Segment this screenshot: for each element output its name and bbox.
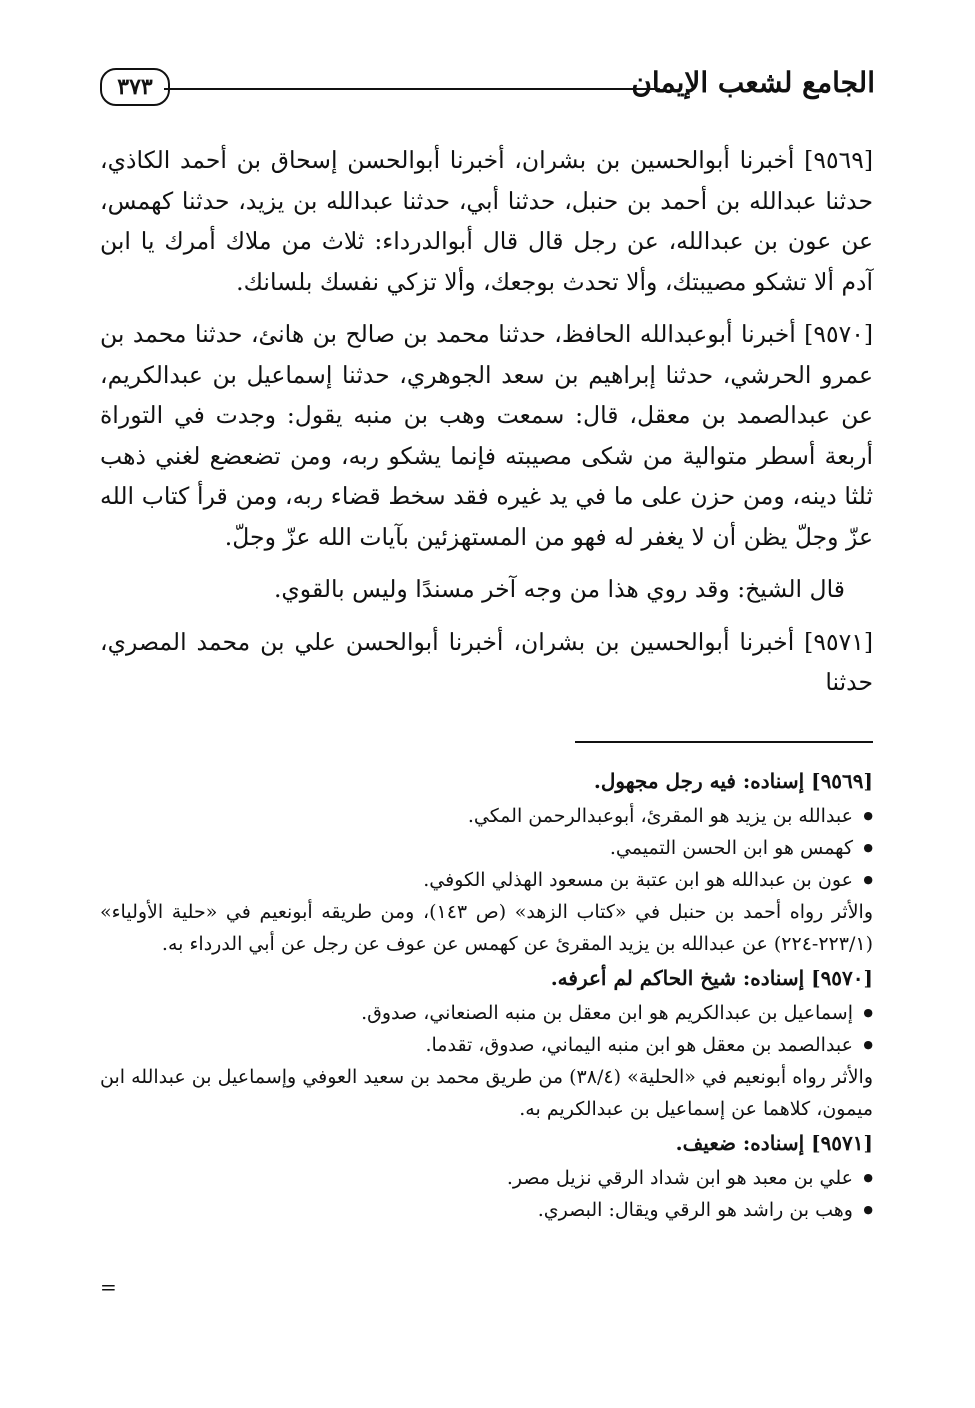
footnote-bullet: ● كهمس هو ابن الحسن التميمي. <box>100 832 873 864</box>
paragraph-9569: [٩٥٦٩] أخبرنا أبوالحسين بن بشران، أخبرنا أبوالحسن إسحاق بن أحمد الكاذي، حدثنا عبدالله بن أحمد بن حنبل، حدثنا أبي، حدثنا عبدالله بن يزيد، حدثنا كهمس، عن عون بن عبدالله، عن رجل قال قال أبوالدرداء: ثلاث من ملاك أمرك يا ابن آدم ألا تشكو مصيبتك، وألا تحدث بوجعك، وألا تزكي نفسك بلسانك. <box>100 146 873 296</box>
page-header <box>100 60 875 112</box>
footnote-separator <box>575 741 873 743</box>
footnote-bullet: ● عون بن عبدالله هو ابن عتبة بن مسعود الهذلي الكوفي. <box>100 864 873 896</box>
footnote-bullet: ● عبدالله بن يزيد هو المقرئ، أبوعبدالرحمن المكي. <box>100 800 873 832</box>
footnote-text-9570: والأثر رواه أبونعيم في «الحلية» (٣٨/٤) من طريق محمد بن سعيد العوفي وإسماعيل بن عبدالله ابن ميمون، كلاهما عن إسماعيل بن عبدالكريم به. <box>100 1066 873 1120</box>
footnote-bullet: ● وهب بن راشد هو الرقي ويقال: البصري. <box>100 1194 873 1226</box>
footnote-bullet: ● إسماعيل بن عبدالكريم هو ابن معقل بن منبه الصنعاني، صدوق. <box>100 997 873 1029</box>
paragraph-9571: [٩٥٧١] أخبرنا أبوالحسين بن بشران، أخبرنا أبوالحسن علي بن محمد المصري، حدثنا <box>100 627 873 696</box>
main-text <box>100 140 873 715</box>
footnote-head-9571: [٩٥٧١] إسناده: ضعيف. <box>675 1131 873 1155</box>
paragraph-9570: [٩٥٧٠] أخبرنا أبوعبدالله الحافظ، حدثنا محمد بن صالح بن هانئ، حدثنا محمد بن عمرو الحرشي، حدثنا إبراهيم بن سعد الجوهري، حدثنا إسماعيل بن عبدالكريم، عن عبدالصمد بن معقل، قال: سمعت وهب بن منبه يقول: وجدت في التوراة أربعة أسطر متوالية من شكى مصيبته فإنما يشكو ربه، ومن تضعضع لغني ذهب ثلثا دينه، ومن حزن على ما في يد غيره فقد سخط قضاء ربه، ومن قرأ كتاب الله عزّ وجلّ يظن أن لا يغفر له فهو من المستهزئين بآيات الله عزّ وجلّ. <box>100 320 873 551</box>
continuation-mark: = <box>100 1275 117 1299</box>
footnotes <box>100 763 873 1226</box>
footnote-head-9570: [٩٥٧٠] إسناده: شيخ الحاكم لم أعرفه. <box>550 966 873 990</box>
footnote-bullet: ● علي بن معبد هو ابن شداد الرقي نزيل مصر. <box>100 1162 873 1194</box>
paragraph-sheikh-comment: قال الشيخ: وقد روي هذا من وجه آخر مسندًا وليس بالقوي. <box>273 575 845 603</box>
footnote-bullet: ● عبدالصمد بن معقل هو ابن منبه اليماني، صدوق، تقدما. <box>100 1029 873 1061</box>
page-number: ٣٧٣ <box>100 68 170 106</box>
footnote-text-9569: والأثر رواه أحمد بن حنبل في «كتاب الزهد» (ص ١٤٣)، ومن طريقه أبونعيم في «حلية الأولياء» (٢٢٣/١-٢٢٤) عن عبدالله بن يزيد المقرئ عن كهمس عن عوف عن رجل عن أبي الدرداء به. <box>100 901 873 955</box>
header-rule <box>164 88 660 90</box>
footnote-head-9569: [٩٥٦٩] إسناده: فيه رجل مجهول. <box>593 769 873 793</box>
running-title: الجامع لشعب الإيمان <box>631 66 875 99</box>
